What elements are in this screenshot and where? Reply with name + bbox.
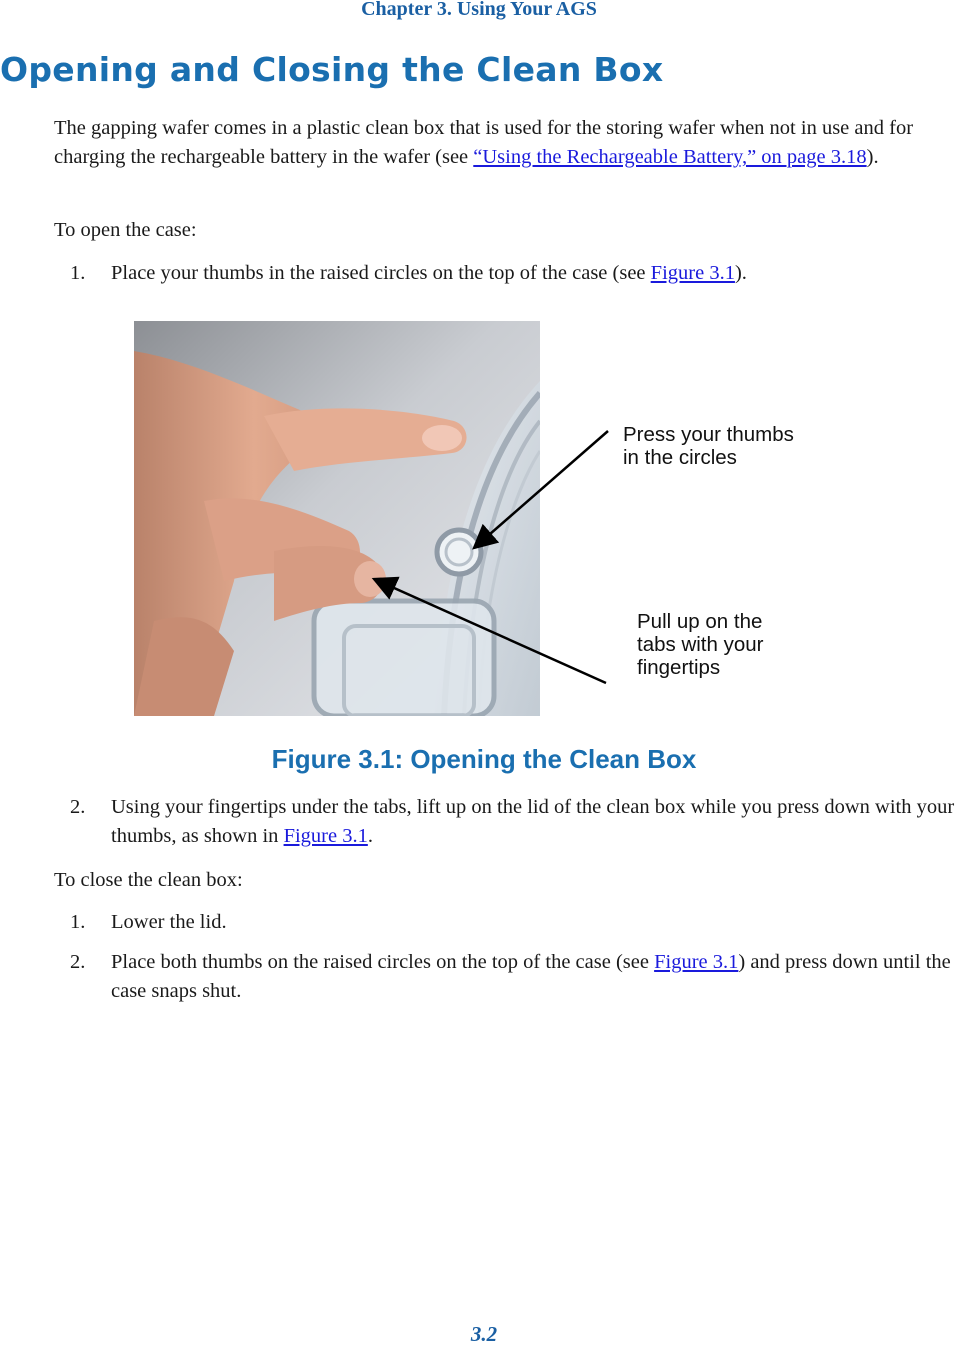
figure-3-1: [134, 321, 834, 717]
figure-link[interactable]: Figure 3.1: [283, 825, 368, 847]
step-text-end: ) and press down until the case snaps shut.: [111, 951, 951, 1002]
step-text-end: .: [367, 825, 373, 847]
page-title: Opening and Closing the Clean Box: [0, 50, 664, 89]
figure-link[interactable]: Figure 3.1: [654, 951, 739, 973]
step-number: 1.: [70, 911, 86, 933]
thumb-circle-arrow: [474, 431, 608, 548]
step-text: Place your thumbs in the raised circles on the top of the case (see: [111, 262, 651, 284]
step-text: Lower the lid.: [111, 911, 227, 933]
close-step-1: [70, 908, 958, 937]
intro-text: The gapping wafer comes in a plastic clean box that is used for the storing wafer when not in use and for charging the rechargeable battery in the wafer (see: [54, 117, 914, 168]
running-head: Chapter 3. Using Your AGS: [361, 0, 597, 20]
open-step-1: [70, 259, 958, 288]
step-number: 1.: [70, 262, 86, 284]
intro-paragraph: [54, 114, 958, 172]
thumb-callout-label: Press your thumbs in the circles: [623, 423, 794, 469]
open-case-lead: To open the case:: [54, 219, 197, 241]
open-step-2: [70, 793, 958, 851]
step-number: 2.: [70, 796, 86, 818]
page-number: 3.2: [470, 1322, 498, 1346]
intro-text-end: ).: [866, 146, 879, 168]
rechargeable-battery-link[interactable]: “Using the Rechargeable Battery,” on page 3.18: [473, 146, 867, 168]
step-text: Using your fingertips under the tabs, lift up on the lid of the clean box while you press down with your thumbs, as shown in: [111, 796, 955, 847]
fingertip-tab-arrow: [374, 579, 606, 683]
step-text-end: ).: [734, 262, 747, 284]
close-step-2: [70, 948, 958, 1006]
step-number: 2.: [70, 951, 86, 973]
close-case-lead: To close the clean box:: [54, 869, 243, 891]
figure-caption: Figure 3.1: Opening the Clean Box: [271, 744, 697, 774]
figure-link[interactable]: Figure 3.1: [650, 262, 735, 284]
step-text: Place both thumbs on the raised circles on the top of the case (see: [111, 951, 655, 973]
fingertip-callout-label: Pull up on the tabs with your fingertips: [637, 610, 764, 679]
